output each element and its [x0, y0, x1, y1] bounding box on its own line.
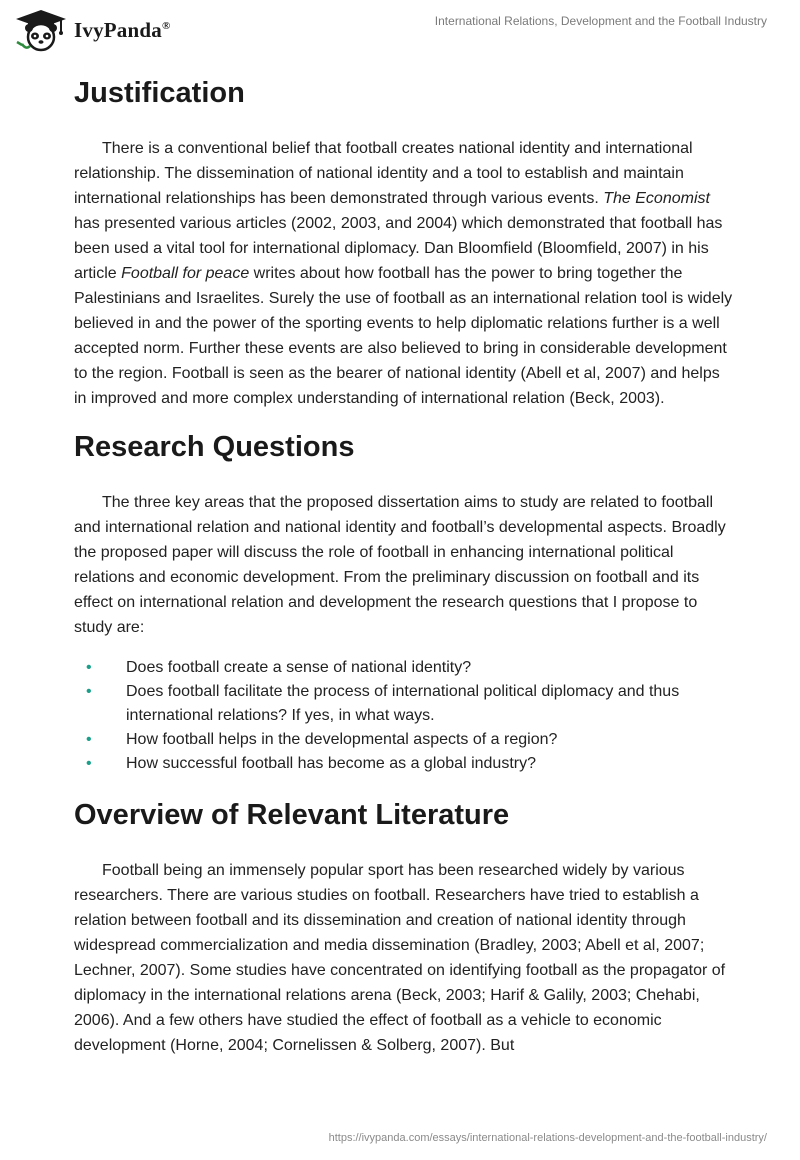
- bullet-dot-icon: •: [86, 755, 92, 772]
- ivypanda-logo[interactable]: [14, 8, 170, 52]
- heading-research-questions: Research Questions: [74, 431, 355, 463]
- list-item: • Does football create a sense of national identity?: [74, 656, 734, 680]
- footer-url[interactable]: https://ivypanda.com/essays/international-relations-development-and-the-football-industry/: [328, 1132, 767, 1144]
- bullet-dot-icon: •: [86, 659, 92, 676]
- document-title: International Relations, Development and the Football Industry: [434, 14, 767, 28]
- list-item: • How football helps in the developmental aspects of a region?: [74, 728, 734, 752]
- page-header: [0, 0, 800, 70]
- heading-overview: Overview of Relevant Literature: [74, 799, 510, 831]
- brand-name: IvyPanda®: [74, 17, 171, 42]
- list-item: • How successful football has become as a global industry?: [74, 752, 734, 776]
- bullet-dot-icon: •: [86, 683, 92, 700]
- list-item: • Does football facilitate the process of international political diplomacy and thus international relations? If yes, in what ways.: [74, 680, 734, 728]
- paragraph-justification: There is a conventional belief that football creates national identity and international relationship. The dissemination of national identity and a tool to establish and maintain international relationships has been demonstrated through various events. The Economist has presented various articles (2002, 2003, and 2004) which demonstrated that football has been used a vital tool for international diplomacy. Dan Bloomfield (Bloomfield, 2007) in his article Football for peace writes about how football has the power to bring together the Palestinians and Israelites. Surely the use of football as an international relation tool is widely believed in and the power of the sporting events to help diplomatic relations further is a well accepted norm. Further these events are also believed to bring in considerable development to the region. Football is seen as the bearer of national identity (Abell et al, 2007) and helps in improved and more complex understanding of international relation (Beck, 2003).: [74, 140, 733, 407]
- research-questions-list: [74, 656, 734, 776]
- heading-justification: Justification: [74, 77, 245, 109]
- essay-content: [74, 70, 734, 1058]
- panda-graduate-icon: [14, 8, 68, 52]
- paragraph-overview: Football being an immensely popular sport has been researched widely by various researchers. There are various studies on football. Researchers have tried to establish a relation between football and its dissemination and creation of national identity through widespread commercialization and media dissemination (Bradley, 2003; Abell et al, 2007; Lechner, 2007). Some studies have concentrated on identifying football as the propagator of diplomacy in the international relations arena (Beck, 2003; Harif & Galily, 2003; Chehabi, 2006). And a few others have studied the effect of football as a vehicle to economic development (Horne, 2004; Cornelissen & Solberg, 2007). But: [74, 862, 726, 1054]
- bullet-dot-icon: •: [86, 731, 92, 748]
- paragraph-research-questions: The three key areas that the proposed dissertation aims to study are related to football and international relation and national identity and football’s developmental aspects. Broadly the proposed paper will discuss the role of football in enhancing international political relations and economic development. From the preliminary discussion on football and its effect on international relation and development the research questions that I propose to study are:: [74, 494, 726, 636]
